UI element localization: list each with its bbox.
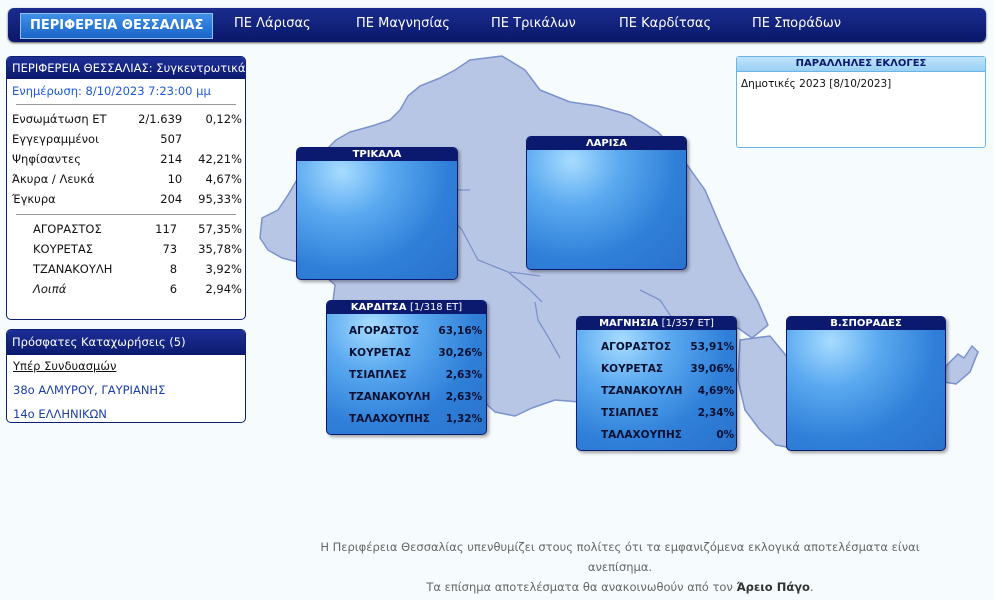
table-row: [7, 238, 245, 258]
candidate-name: ΤΖΑΝΑΚΟΥΛΗ: [601, 385, 683, 397]
candidate-name: ΚΟΥΡΕΤΑΣ: [349, 347, 411, 359]
candidate-percent: 3,92%: [205, 261, 242, 276]
table-row: [7, 148, 245, 168]
stat-value: 204: [160, 191, 183, 206]
candidate-name: ΤΣΙΑΠΛΕΣ: [349, 369, 407, 381]
candidate-votes: 117: [155, 221, 178, 236]
region-box-sporades[interactable]: [786, 316, 946, 451]
candidate-percent: 4,69%: [697, 385, 735, 397]
parallel-elections-box: [736, 56, 986, 148]
candidate-votes: 6: [169, 281, 178, 296]
candidate-percent: 57,35%: [198, 221, 242, 236]
candidates-table: [7, 218, 245, 298]
candidate-percent: 1,32%: [445, 413, 483, 425]
stat-value: 507: [160, 131, 183, 146]
region-box-magnisia[interactable]: [576, 316, 737, 451]
candidate-name: ΚΟΥΡΕΤΑΣ: [601, 363, 663, 375]
candidate-name: ΑΓΟΡΑΣΤΟΣ: [33, 221, 102, 236]
table-row: [7, 258, 245, 278]
table-row: [345, 386, 486, 408]
stat-label: Εγγεγραμμένοι: [12, 131, 99, 146]
disclaimer: [300, 537, 940, 597]
candidate-name: ΤΖΑΝΑΚΟΥΛΗ: [349, 391, 431, 403]
candidate-percent: 2,63%: [445, 369, 483, 381]
top-nav: [8, 8, 986, 42]
region-box-trikala[interactable]: [296, 147, 458, 280]
candidate-name: Λοιπά: [33, 281, 67, 296]
region-results-table: [345, 320, 486, 430]
candidate-name: ΚΟΥΡΕΤΑΣ: [33, 241, 93, 256]
map-skyros: [944, 346, 978, 384]
stat-label: Ψηφίσαντες: [12, 151, 81, 166]
table-row: [597, 336, 737, 358]
candidate-percent: 63,16%: [438, 325, 483, 337]
table-row: [345, 320, 486, 342]
table-row: [597, 424, 737, 446]
divider: [16, 214, 236, 215]
disclaimer-text: Τα επίσημα αποτελέσματα θα ανακοινωθούν από τον: [426, 580, 737, 594]
candidate-percent: 53,91%: [690, 341, 735, 353]
disclaimer-period: .: [809, 580, 814, 594]
region-name: ΚΑΡΔΙΤΣΑ: [350, 302, 407, 313]
candidate-percent: 2,63%: [445, 391, 483, 403]
divider: [16, 104, 236, 105]
candidate-votes: 73: [162, 241, 178, 256]
tab-karditsa[interactable]: ΠΕ Καρδίτσας: [619, 16, 712, 31]
table-row: [597, 358, 737, 380]
disclaimer-line-1: Η Περιφέρεια Θεσσαλίας υπενθυμίζει στους πολίτες ότι τα εμφανιζόμενα εκλογικά αποτελέσματα είναι ανεπίσημα.: [320, 540, 920, 574]
stats-table: [7, 108, 245, 208]
table-row: [7, 218, 245, 238]
table-row: [7, 278, 245, 298]
table-row: [7, 188, 245, 208]
last-updated: Ενημέρωση: 8/10/2023 7:23:00 μμ: [12, 84, 211, 98]
region-stations: [1/318 ΕΤ]: [409, 302, 463, 313]
table-row: [7, 108, 245, 128]
stat-percent: 4,67%: [205, 171, 242, 186]
table-row: [7, 168, 245, 188]
stat-value: 10: [167, 171, 183, 186]
disclaimer-line-2: [300, 577, 940, 597]
recent-entry-link[interactable]: 38ο ΑΛΜΥΡΟΥ, ΓΑΥΡΙΑΝΗΣ: [13, 383, 166, 397]
recent-entries-panel: [6, 329, 246, 423]
stat-label: Ενσωμάτωση ΕΤ: [12, 111, 107, 126]
region-title: ΤΡΙΚΑΛΑ: [297, 148, 457, 161]
stat-percent: 42,21%: [198, 151, 242, 166]
region-box-larisa[interactable]: [526, 136, 687, 270]
region-title: Β.ΣΠΟΡΑΔΕΣ: [787, 317, 945, 330]
region-name: ΜΑΓΝΗΣΙΑ: [599, 318, 659, 329]
region-title: ΛΑΡΙΣΑ: [527, 137, 686, 150]
candidate-percent: 39,06%: [690, 363, 735, 375]
table-row: [7, 128, 245, 148]
region-results-table: [597, 336, 737, 446]
candidate-votes: 8: [169, 261, 178, 276]
candidate-percent: 2,34%: [697, 407, 735, 419]
parallel-elections-title: ΠΑΡΑΛΛΗΛΕΣ ΕΚΛΟΓΕΣ: [737, 57, 985, 72]
region-stations: [1/357 ΕΤ]: [661, 318, 714, 329]
stat-percent: 0,12%: [205, 111, 242, 126]
recent-entry-link[interactable]: Υπέρ Συνδυασμών: [13, 359, 117, 373]
table-row: [345, 408, 486, 430]
region-title: [577, 317, 736, 330]
stat-label: Άκυρα / Λευκά: [12, 171, 95, 186]
candidate-percent: 0%: [716, 429, 735, 441]
municipal-elections-link[interactable]: Δημοτικές 2023 [8/10/2023]: [741, 78, 892, 90]
stat-value: 214: [160, 151, 183, 166]
table-row: [597, 402, 737, 424]
stat-percent: 95,33%: [198, 191, 242, 206]
table-row: [597, 380, 737, 402]
candidate-percent: 35,78%: [198, 241, 242, 256]
region-box-karditsa[interactable]: [326, 300, 487, 435]
candidate-percent: 30,26%: [438, 347, 483, 359]
tab-magnisia[interactable]: ΠΕ Μαγνησίας: [356, 16, 450, 31]
candidate-name: ΤΑΛΑΧΟΥΠΗΣ: [601, 429, 682, 441]
supreme-court-name: Άρειο Πάγο: [736, 580, 810, 594]
candidate-name: ΑΓΟΡΑΣΤΟΣ: [349, 325, 419, 337]
tab-thessaly-region[interactable]: ΠΕΡΙΦΕΡΕΙΑ ΘΕΣΣΑΛΙΑΣ: [20, 13, 213, 39]
tab-trikala[interactable]: ΠΕ Τρικάλων: [491, 16, 576, 31]
stat-label: Έγκυρα: [12, 191, 56, 206]
tab-sporades[interactable]: ΠΕ Σποράδων: [752, 16, 842, 31]
candidate-percent: 2,94%: [205, 281, 242, 296]
recent-entry-link[interactable]: 14ο ΕΛΛΗΝΙΚΩΝ: [13, 407, 107, 421]
region-title: [327, 301, 486, 314]
tab-larisa[interactable]: ΠΕ Λάρισας: [234, 16, 311, 31]
stat-percent: [185, 128, 245, 148]
candidate-name: ΤΣΙΑΠΛΕΣ: [601, 407, 659, 419]
recent-entries-title: Πρόσφατες Καταχωρήσεις (5): [7, 330, 245, 355]
candidate-name: ΤΑΛΑΧΟΥΠΗΣ: [349, 413, 430, 425]
summary-title: ΠΕΡΙΦΕΡΕΙΑ ΘΕΣΣΑΛΙΑΣ: Συγκεντρωτικά: [7, 57, 245, 79]
table-row: [345, 364, 486, 386]
summary-panel: [6, 56, 246, 320]
candidate-name: ΑΓΟΡΑΣΤΟΣ: [601, 341, 671, 353]
table-row: [345, 342, 486, 364]
stat-value: 2/1.639: [138, 111, 183, 126]
candidate-name: ΤΖΑΝΑΚΟΥΛΗ: [33, 261, 113, 276]
